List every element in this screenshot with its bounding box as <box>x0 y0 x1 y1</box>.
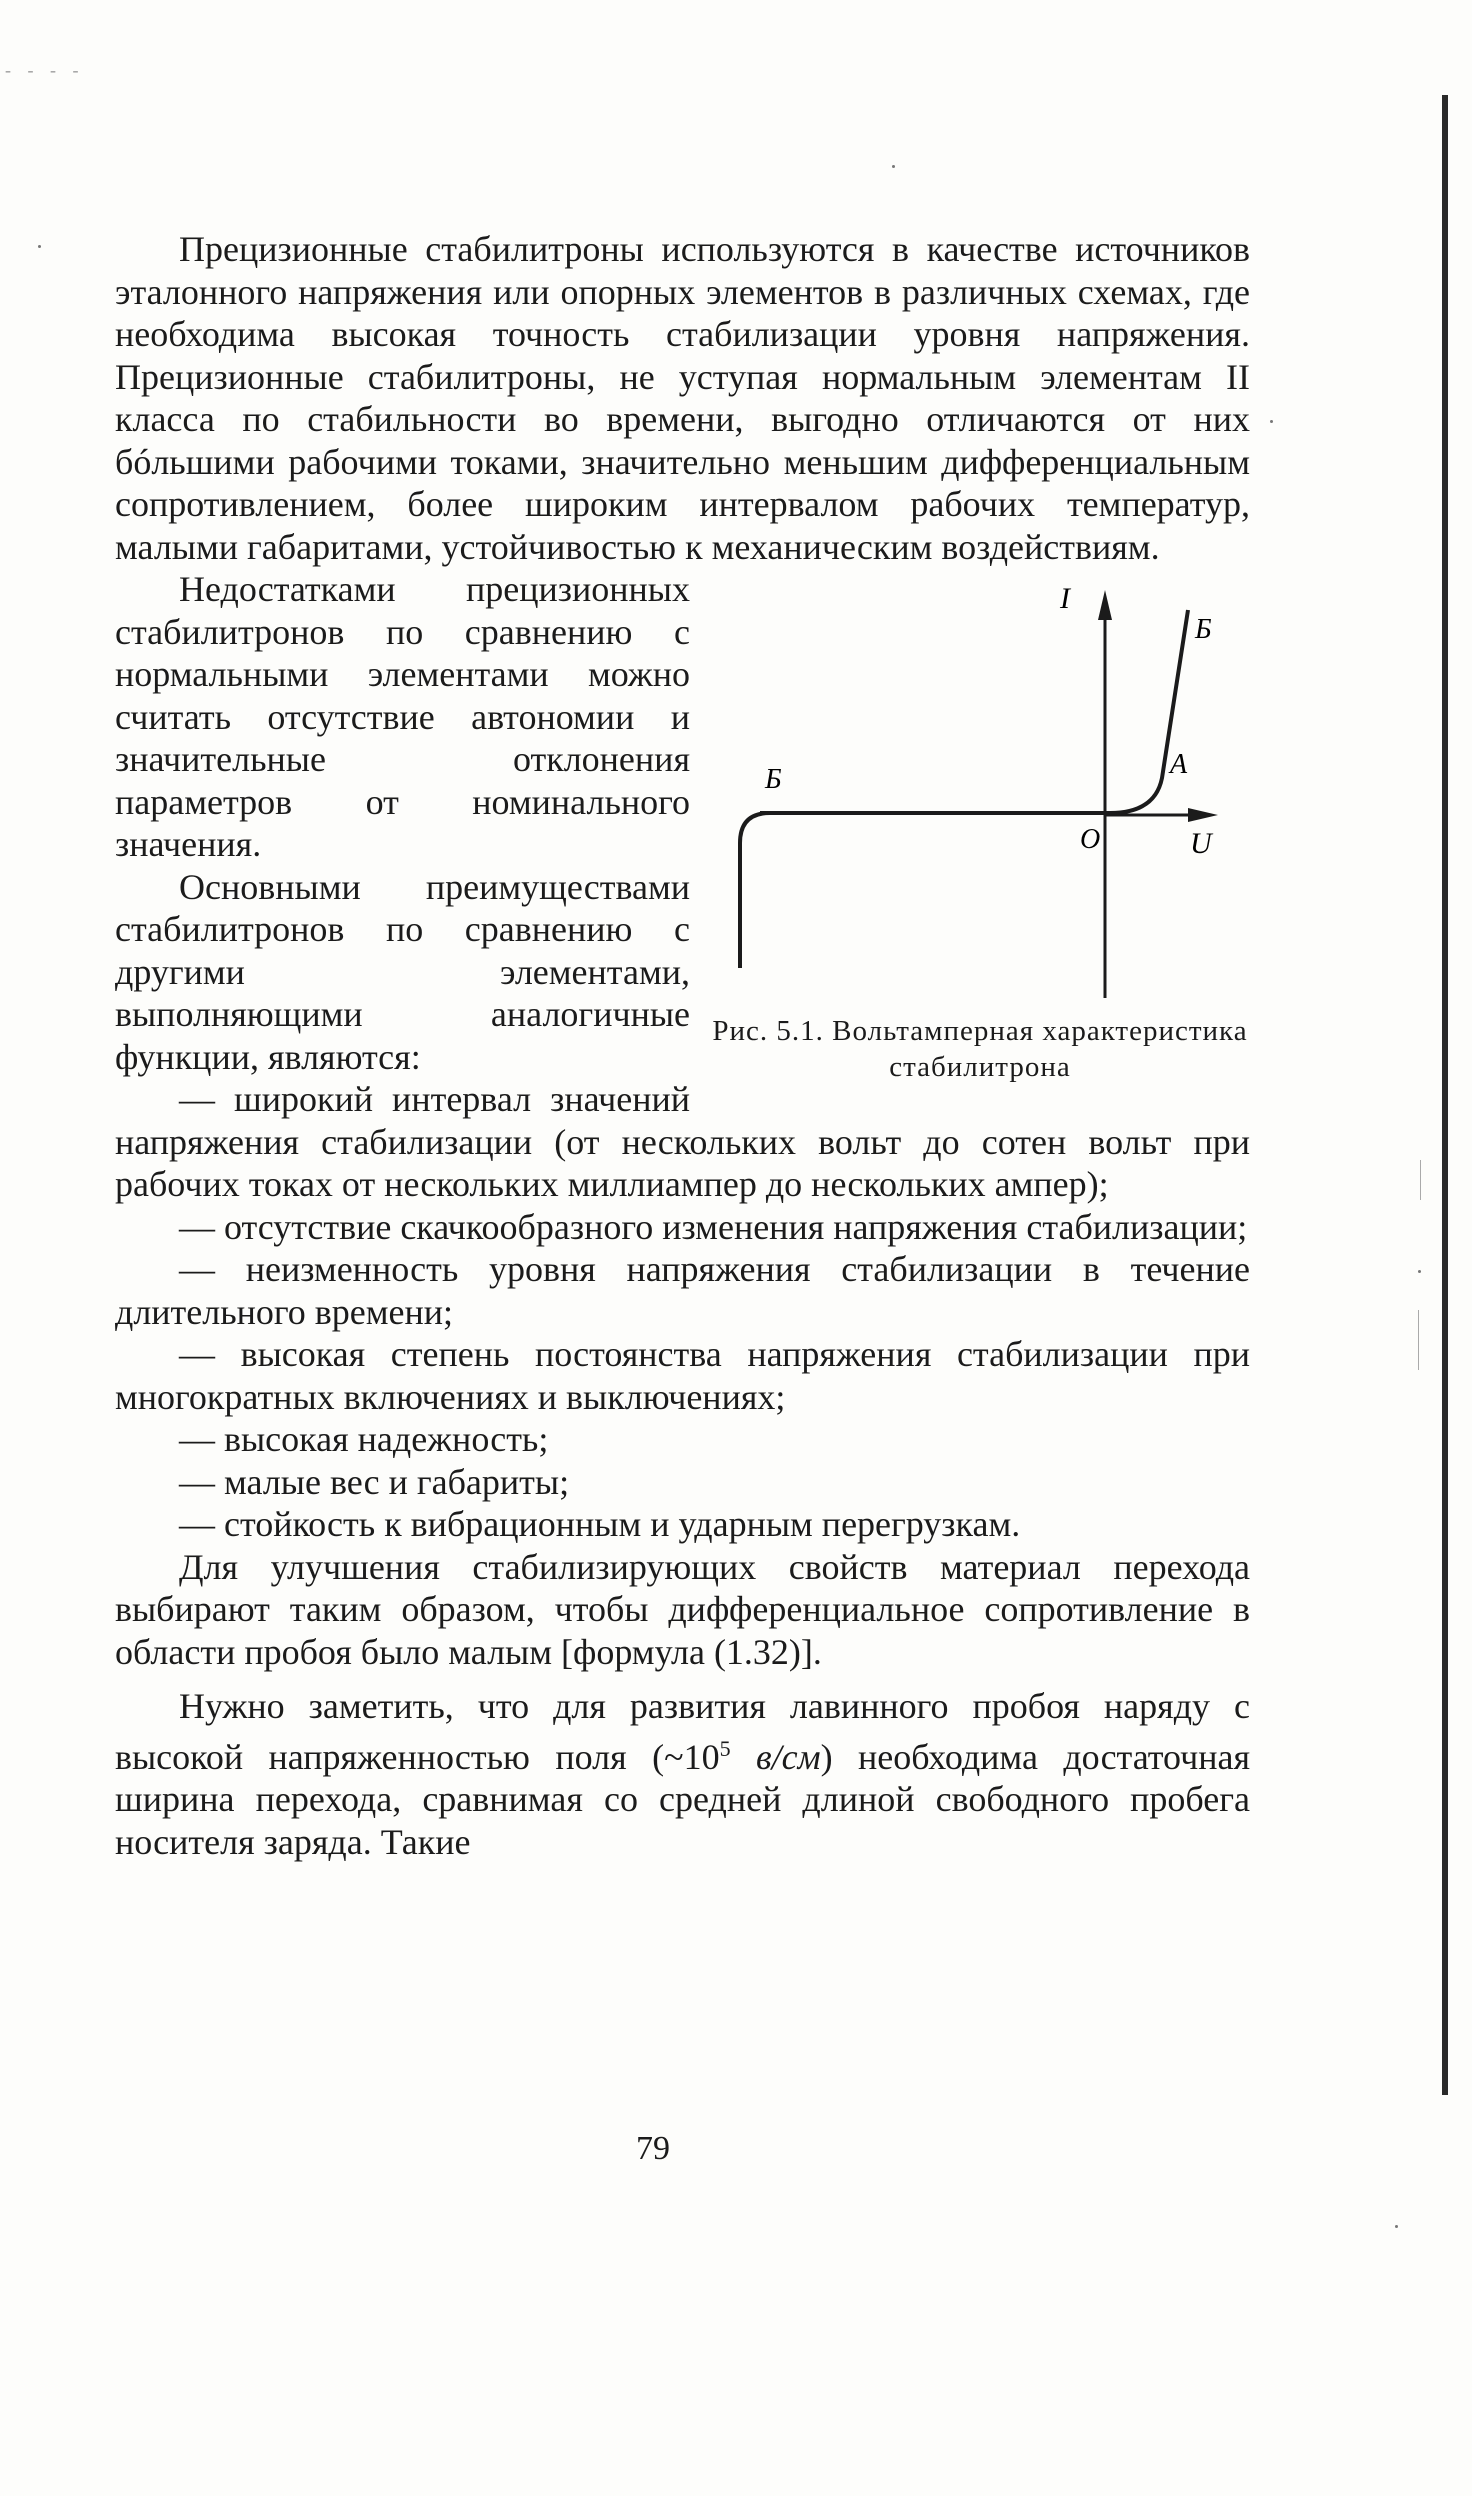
list-item: — высокая надежность; <box>179 1419 549 1459</box>
volt-ampere-characteristic-diagram <box>710 568 1250 1008</box>
scan-speck <box>38 245 41 248</box>
scan-artifact <box>1420 1160 1421 1200</box>
unit: в/см <box>756 1736 821 1777</box>
paragraph-4: Для улучшения стабилизирующих свойств материал перехода выбирают таким образом, чтобы дифференциальное сопротивление в области пробоя было малым [формула (1.32)]. <box>115 1546 1250 1672</box>
label-U: U <box>1190 827 1212 860</box>
label-O: O <box>1080 824 1101 855</box>
scan-speck <box>1270 420 1273 423</box>
paragraph-1: Прецизионные стабилитроны используются в качестве источников эталонного напряжения или опорных элементов в различных схемах, где необходима высокая точность стабилизации уровня напряжения. Прецизионные стабилитроны, не уступая нормальным элементам II класса по стабильности во времени, выгодно отличаются от них бóльшими рабочими токами, значительно меньшим дифференциальным сопротивлением, более широким интервалом рабочих температур, малыми габаритами, устойчивостью к механическим воздействиям. <box>115 229 1250 567</box>
paragraph-5-end: ) необходима достаточная ширина перехода, сравнимая со средней длиной свободного пробега носителя заряда. Такие <box>115 1736 1250 1862</box>
list-item: — отсутствие скачкообразного изменения напряжения стабилизации; <box>179 1206 1248 1247</box>
paragraph-5-start: Нужно заметить, что для развития лавинного пробоя наряду с высокой напряженностью поля (~10 <box>115 1686 1250 1777</box>
scan-speck <box>1395 2225 1398 2228</box>
list-item: — малые вес и габариты; <box>179 1461 570 1502</box>
label-A: A <box>1170 749 1188 780</box>
label-b-left: Б <box>765 764 782 795</box>
list-item: — высокая степень постоянства напряжения стабилизации при многократных включениях и выключениях; <box>115 1334 1250 1417</box>
label-b-top: Б <box>1195 614 1212 645</box>
scan-speck <box>892 165 895 168</box>
page-number: 79 <box>636 2130 670 2167</box>
scan-artifact: - - - - <box>5 60 85 80</box>
scan-artifact <box>1418 1310 1419 1370</box>
list-item: — неизменность уровня напряжения стабилизации в течение длительного времени; <box>115 1249 1250 1332</box>
figure-caption: Рис. 5.1. Вольтамперная характеристика стабилитрона <box>712 1015 1248 1083</box>
label-I: I <box>1060 582 1070 615</box>
body-text <box>115 228 1250 1863</box>
figure-5-1 <box>710 568 1250 1118</box>
paragraph-5 <box>115 1685 1250 1863</box>
exponent: 5 <box>719 1735 731 1761</box>
list-item: — стойкость к вибрационным и ударным перегрузкам. <box>179 1504 1021 1544</box>
paragraph-3: Основными преимуществами стабилитронов по сравнению с другими элементами, выполняющими аналогичные функции, являются: <box>115 866 690 1077</box>
page-edge-rule <box>1442 95 1448 2095</box>
paragraph-2: Недостатками прецизионных стабилитронов по сравнению с нормальными элементами можно считать отсутствие автономии и значительные отклонения параметров от номинального значения. <box>115 569 690 864</box>
scan-speck <box>1418 1270 1421 1273</box>
list-item: — широкий интервал значений напряжения стабилизации (от нескольких вольт до сотен вольт при рабочих токах от нескольких миллиампер до нескольких ампер); <box>115 1079 1250 1204</box>
